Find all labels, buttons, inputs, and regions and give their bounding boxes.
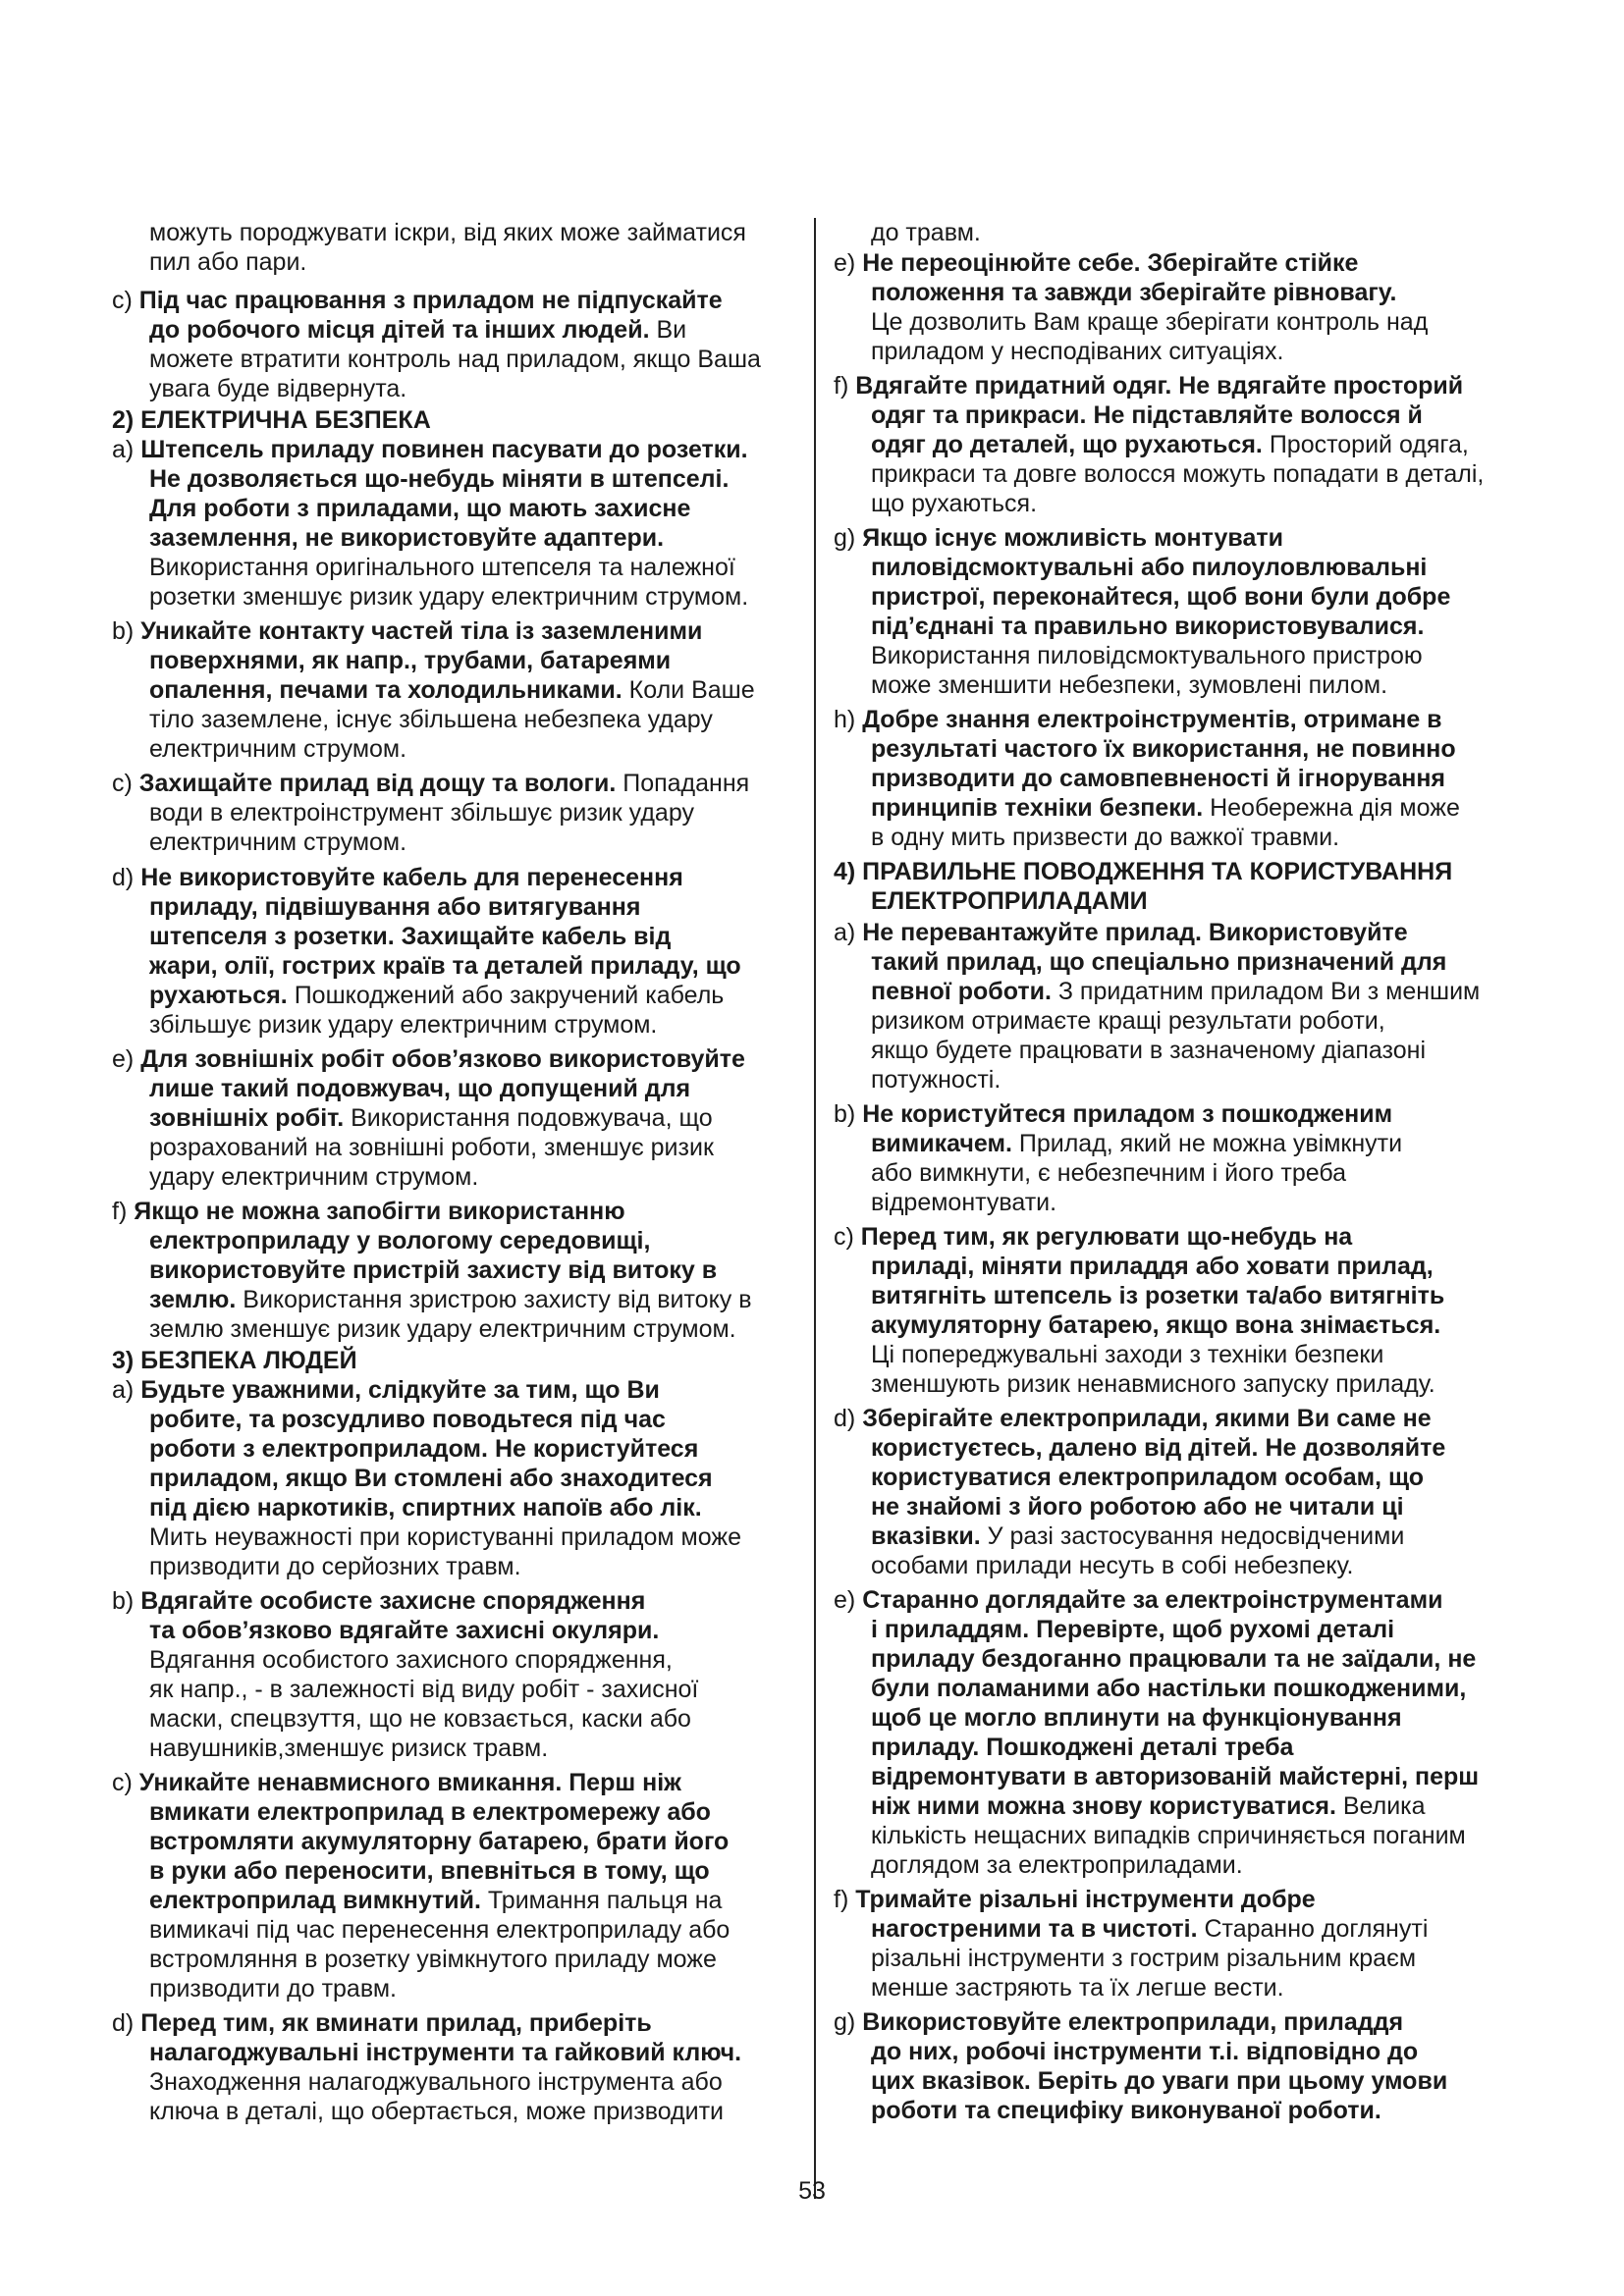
bold-text: Добре знання електроінструментів, отримане в — [862, 706, 1442, 733]
left-text-line — [149, 1797, 711, 1827]
left-text-line — [149, 1974, 397, 2003]
left-text-line — [149, 1133, 714, 1162]
right-text-line — [834, 1099, 1392, 1129]
text: менше застряють та їх легше вести. — [871, 1974, 1284, 2002]
text: до травм. — [871, 219, 981, 246]
bold-text: Якщо існує можливість монтувати — [862, 524, 1283, 552]
bold-text: Перед тим, як вминати прилад, приберіть — [140, 2009, 652, 2037]
text: Використання пиловідсмоктувального пристрою — [871, 642, 1423, 669]
left-text-line — [112, 1044, 745, 1074]
right-text-line — [871, 1158, 1346, 1188]
bold-text: певної роботи. — [871, 978, 1052, 1005]
bold-text: Для роботи з приладами, що мають захисне — [149, 495, 691, 522]
bold-text: 3) БЕЗПЕКА ЛЮДЕЙ — [112, 1347, 357, 1374]
left-text-line — [149, 1552, 521, 1581]
text: води в електроінструмент збільшує ризик удару — [149, 799, 694, 827]
text: увага буде відвернута. — [149, 375, 407, 402]
bold-text: до робочого місця дітей та інших людей. — [149, 316, 650, 344]
text: Попадання — [616, 770, 750, 797]
text: доглядом за електроприладами. — [871, 1851, 1243, 1879]
right-text-line — [871, 1006, 1385, 1036]
bold-text: користуєтесь, далено від дітей. Не дозволяйте — [871, 1434, 1446, 1462]
text: призводити до серйозних травм. — [149, 1553, 521, 1580]
text: Прилад, який не можна увімкнути — [1011, 1130, 1403, 1157]
left-text-line — [149, 374, 406, 403]
text: Ці попереджувальні заходи з техніки безпеки — [871, 1341, 1384, 1368]
bold-text: одяг до деталей, що рухаються. — [871, 431, 1263, 458]
text: g) — [834, 2008, 863, 2036]
left-text-line — [149, 315, 686, 345]
bold-text: пиловідсмоктувальні або пилоуловлювальні — [871, 554, 1428, 581]
text: електричним струмом. — [149, 828, 407, 856]
bold-text: Не використовуйте кабель для перенесення — [140, 864, 683, 891]
left-text-line — [149, 1103, 713, 1133]
bold-text: під дією наркотиків, спиртних напоїв або лік. — [149, 1494, 702, 1522]
text: ключа в деталі, що обертається, може призводити — [149, 2098, 725, 2125]
text: b) — [112, 1587, 141, 1615]
left-text-line — [149, 1255, 717, 1285]
left-text-line — [149, 1915, 730, 1945]
bold-text: такий прилад, що спеціально призначений для — [871, 948, 1447, 976]
text: в одну мить призвести до важкої травми. — [871, 824, 1340, 851]
text: f) — [112, 1198, 135, 1225]
text: удару електричним струмом. — [149, 1163, 479, 1191]
bold-text: електроприлад вимкнутий. — [149, 1887, 481, 1914]
right-text-line — [871, 1433, 1445, 1463]
right-text-line — [871, 1129, 1402, 1158]
text: Необережна дія може — [1203, 794, 1460, 822]
left-text-line — [149, 2097, 724, 2126]
text: Це дозволить Вам краще зберігати контроль над — [871, 308, 1429, 336]
right-text-line — [871, 1492, 1404, 1522]
left-text-line — [149, 1856, 710, 1886]
left-text-line — [149, 1493, 702, 1522]
text: ризиком отримаєте кращі результати роботи, — [871, 1007, 1385, 1035]
text: d) — [112, 864, 141, 891]
right-text-line — [871, 459, 1484, 489]
right-text-line — [871, 793, 1460, 823]
text: зменшують ризик ненавмисного запуску приладу. — [871, 1370, 1435, 1398]
text: приладом у несподіваних ситуаціях. — [871, 338, 1284, 365]
left-text-line — [112, 1586, 645, 1616]
bold-text: пристрої, переконайтеся, щоб вони були добре — [871, 583, 1451, 611]
left-text-line — [112, 769, 749, 798]
left-text-line — [149, 828, 406, 857]
text: c) — [112, 1769, 139, 1796]
text: пил або пари. — [149, 248, 307, 276]
bold-text: приладу бездоганно працювали та не заїдали, не — [871, 1645, 1477, 1673]
right-text-line — [871, 1914, 1428, 1944]
left-text-line — [149, 1010, 657, 1040]
right-text-line — [871, 582, 1450, 612]
bold-text: Вдягайте придатний одяг. Не вдягайте просторий — [855, 372, 1464, 400]
right-text-line — [871, 218, 981, 247]
right-text-line — [871, 1463, 1424, 1492]
right-text-line — [834, 523, 1283, 553]
text: встромляння в розетку увімкнутого приладу може — [149, 1946, 717, 1973]
left-text-line — [149, 675, 755, 705]
bold-text: принципів техніки безпеки. — [871, 794, 1204, 822]
right-text-line — [871, 1252, 1434, 1281]
left-text-line — [149, 218, 746, 247]
bold-text: призводити до самовпевненості й ігнорування — [871, 765, 1446, 792]
bold-text: щоб це могло вплинути на функціонування — [871, 1704, 1402, 1732]
bold-text: вмикати електроприлад в електромережу або — [149, 1798, 711, 1826]
bold-text: Не користуйтеся приладом з пошкодженим — [862, 1100, 1393, 1128]
text: або вимкнути, є небезпечним і його треба — [871, 1159, 1346, 1187]
text: d) — [834, 1405, 863, 1432]
bold-text: Якщо не можна запобігти використанню — [134, 1198, 625, 1225]
bold-text: Зберігайте електроприлади, якими Ви саме не — [862, 1405, 1432, 1432]
left-text-line — [149, 247, 306, 277]
text: вимикачі під час перенесення електроприладу або — [149, 1916, 731, 1944]
left-text-line — [149, 892, 640, 922]
left-text-line — [149, 553, 735, 582]
text: h) — [834, 706, 863, 733]
bold-text: Штепсель приладу повинен пасувати до розетки. — [140, 436, 748, 463]
bold-text: землю. — [149, 1286, 237, 1313]
right-text-line — [871, 1281, 1444, 1310]
bold-text: і приладдям. Перевірте, щоб рухомі деталі — [871, 1616, 1395, 1643]
left-text-line — [149, 1734, 548, 1763]
left-text-line — [149, 1675, 698, 1704]
left-text-line — [149, 1434, 698, 1464]
right-text-line — [871, 823, 1339, 852]
bold-text: Будьте уважними, слідкуйте за тим, що Ви — [140, 1376, 660, 1404]
text: призводити до травм. — [149, 1975, 397, 2002]
left-text-line — [149, 1285, 752, 1314]
bold-text: Використовуйте електроприлади, приладдя — [862, 2008, 1404, 2036]
left-text-line — [149, 1522, 741, 1552]
bold-text: заземлення, не використовуйте адаптери. — [149, 524, 665, 552]
left-text-line — [112, 616, 702, 646]
left-text-line — [112, 1346, 357, 1375]
left-text-line — [149, 1226, 650, 1255]
bold-text: вимикачем. — [871, 1130, 1012, 1157]
right-text-line — [871, 553, 1427, 582]
bold-text: приладу. Пошкоджені деталі треба — [871, 1734, 1294, 1761]
text: якщо будете працювати в зазначеному діапазоні — [871, 1037, 1427, 1064]
right-text-line — [871, 1674, 1466, 1703]
left-text-line — [149, 494, 690, 523]
bold-text: результаті частого їх використання, не повинно — [871, 735, 1456, 763]
bold-text: 4) ПРАВИЛЬНЕ ПОВОДЖЕННЯ ТА КОРИСТУВАННЯ — [834, 858, 1453, 885]
right-text-line — [871, 2037, 1418, 2066]
text: f) — [834, 372, 856, 400]
text: b) — [112, 617, 141, 645]
text: Просторий одяга, — [1262, 431, 1469, 458]
right-text-line — [871, 1522, 1404, 1551]
text: збільшує ризик удару електричним струмом. — [149, 1011, 658, 1039]
left-text-line — [149, 1405, 666, 1434]
column-divider — [814, 218, 816, 2199]
left-text-line — [112, 286, 723, 315]
right-text-line — [871, 1065, 1001, 1095]
left-text-line — [149, 1464, 713, 1493]
bold-text: витягніть штепсель із розетки та/або витягніть — [871, 1282, 1445, 1309]
text: b) — [834, 1100, 863, 1128]
bold-text: були поламаними або настільки пошкодженими, — [871, 1675, 1467, 1702]
bold-text: використовуйте пристрій захисту від витоку в — [149, 1256, 718, 1284]
right-text-line — [871, 1036, 1426, 1065]
left-text-line — [112, 2008, 652, 2038]
text: c) — [112, 770, 139, 797]
text: різальні інструменти з гострим різальним краєм — [871, 1945, 1417, 1972]
left-text-line — [149, 1704, 691, 1734]
text: Використання оригінального штепселя та належної — [149, 554, 735, 581]
text: Знаходження налагоджувального інструмента або — [149, 2068, 723, 2096]
left-text-line — [112, 1375, 660, 1405]
right-text-line — [871, 1944, 1416, 1973]
bold-text: налагоджувальні інструменти та гайковий ключ. — [149, 2039, 742, 2066]
right-text-line — [834, 248, 1358, 278]
text: g) — [834, 524, 863, 552]
left-text-line — [149, 1886, 722, 1915]
bold-text: в руки або переносити, впевніться в тому, що — [149, 1857, 710, 1885]
bold-text: Тримайте різальні інструменти добре — [855, 1886, 1316, 1913]
text: можете втратити контроль над приладом, якщо Ваша — [149, 346, 761, 373]
bold-text: штепселя з розетки. Захищайте кабель від — [149, 923, 672, 950]
bold-text: Перед тим, як регулювати що-небудь на — [860, 1223, 1353, 1251]
text: a) — [834, 919, 863, 946]
left-text-line — [149, 734, 406, 764]
bold-text: цих вказівок. Беріть до уваги при цьому умови — [871, 2067, 1448, 2095]
bold-text: Старанно доглядайте за електроінструментами — [862, 1586, 1443, 1614]
right-text-line — [871, 1821, 1466, 1850]
left-text-line — [149, 523, 664, 553]
left-text-line — [149, 2067, 723, 2097]
left-text-line — [112, 1197, 625, 1226]
text: f) — [834, 1886, 856, 1913]
bold-text: жари, олії, гострих країв та деталей приладу, що — [149, 952, 741, 980]
right-text-line — [834, 1885, 1316, 1914]
text: що рухаються. — [871, 490, 1038, 517]
right-text-line — [871, 1615, 1394, 1644]
right-text-line — [871, 1188, 1056, 1217]
left-text-line — [149, 2038, 741, 2067]
right-text-line — [834, 371, 1463, 400]
bold-text: Вдягайте особисте захисне спорядження — [140, 1587, 646, 1615]
text: прикраси та довге волосся можуть попадати в деталі, — [871, 460, 1485, 488]
left-text-line — [149, 1645, 673, 1675]
text: Мить неуважності при користуванні приладом може — [149, 1523, 741, 1551]
right-text-line — [871, 1369, 1435, 1399]
bold-text: зовнішніх робіт. — [149, 1104, 345, 1132]
text: потужності. — [871, 1066, 1001, 1094]
page-number: 53 — [798, 2177, 826, 2205]
left-text-line — [149, 1827, 729, 1856]
text: c) — [112, 287, 139, 314]
right-text-line — [871, 670, 1387, 700]
right-text-line — [871, 1644, 1476, 1674]
right-text-line — [871, 278, 1396, 307]
left-text-line — [149, 582, 748, 612]
text: тіло заземлене, існує збільшена небезпека удару — [149, 706, 713, 733]
bold-text: Уникайте ненавмисного вмикання. Перш ніж — [138, 1769, 681, 1796]
text: c) — [834, 1223, 861, 1251]
right-text-line — [871, 1340, 1383, 1369]
left-text-line — [149, 646, 671, 675]
text: Пошкоджений або закручений кабель — [287, 982, 725, 1009]
left-text-line — [149, 798, 694, 828]
bold-text: відремонтувати в авторизованій майстерні, перш — [871, 1763, 1480, 1790]
text: У разі застосування недосвідченими — [980, 1522, 1405, 1550]
text: Ви — [649, 316, 687, 344]
right-text-line — [834, 918, 1408, 947]
bold-text: під’єднані та правильно використовувалися. — [871, 613, 1425, 640]
right-text-line — [871, 1551, 1353, 1580]
text: Використання подовжувача, що — [344, 1104, 713, 1132]
left-text-line — [149, 1945, 717, 1974]
bold-text: не знайомі з його роботою або не читали ці — [871, 1493, 1404, 1521]
bold-text: приладі, міняти приладдя або ховати прилад, — [871, 1253, 1434, 1280]
text: Вдягання особистого захисного спорядження, — [149, 1646, 673, 1674]
right-text-line — [834, 1404, 1432, 1433]
right-text-line — [871, 2066, 1447, 2096]
bold-text: роботи та специфіку виконуваної роботи. — [871, 2097, 1381, 2124]
left-text-line — [149, 1314, 736, 1344]
text: можуть породжувати іскри, від яких може займатися — [149, 219, 746, 246]
bold-text: встромляти акумуляторну батарею, брати його — [149, 1828, 730, 1855]
bold-text: Не перевантажуйте прилад. Використовуйте — [862, 919, 1408, 946]
bold-text: робите, та розсудливо поводьтеся під час — [149, 1406, 666, 1433]
bold-text: приладом, якщо Ви стомлені або знаходитеся — [149, 1465, 713, 1492]
bold-text: Для зовнішніх робіт обов’язково використовуйте — [140, 1045, 745, 1073]
text: електричним струмом. — [149, 735, 407, 763]
left-text-line — [149, 1616, 659, 1645]
bold-text: електроприладу у вологому середовищі, — [149, 1227, 651, 1255]
text: як напр., - в залежності від виду робіт - захисної — [149, 1676, 699, 1703]
left-text-line — [149, 345, 761, 374]
text: Використання зристрою захисту від витоку в — [236, 1286, 752, 1313]
bold-text: приладу, підвішування або витягування — [149, 893, 641, 921]
text: маски, спецвзуття, що не ковзається, каски або — [149, 1705, 691, 1733]
right-text-line — [871, 612, 1424, 641]
left-text-line — [149, 981, 724, 1010]
right-text-line — [834, 1585, 1442, 1615]
bold-text: до них, робочі інструменти т.і. відповідно до — [871, 2038, 1419, 2065]
right-text-line — [871, 1973, 1284, 2002]
text: землю зменшує ризик удару електричним струмом. — [149, 1315, 736, 1343]
text: Старанно доглянуті — [1197, 1915, 1429, 1943]
left-text-line — [149, 922, 671, 951]
bold-text: нагостреними та в чистоті. — [871, 1915, 1198, 1943]
bold-text: Під час працювання з приладом не підпускайте — [138, 287, 723, 314]
text: a) — [112, 1376, 141, 1404]
right-text-line — [871, 307, 1428, 337]
bold-text: користуватися електроприладом особам, що — [871, 1464, 1425, 1491]
right-text-line — [871, 886, 1148, 916]
left-text-line — [112, 435, 748, 464]
text: може зменшити небезпеки, зумовлені пилом. — [871, 671, 1388, 699]
text: e) — [112, 1045, 141, 1073]
text: Коли Ваше — [622, 676, 755, 704]
right-text-line — [871, 489, 1037, 518]
left-text-line — [112, 405, 431, 435]
bold-text: лише такий подовжувач, що допущений для — [149, 1075, 691, 1102]
right-text-line — [871, 1791, 1426, 1821]
text: Тримання пальця на — [480, 1887, 723, 1914]
right-text-line — [871, 1733, 1293, 1762]
right-text-line — [871, 1762, 1479, 1791]
text: кількість нещасних випадків спричиняється поганим — [871, 1822, 1466, 1849]
left-text-line — [112, 863, 683, 892]
text: a) — [112, 436, 141, 463]
bold-text: рухаються. — [149, 982, 288, 1009]
right-text-line — [871, 1310, 1440, 1340]
bold-text: положення та завжди зберігайте рівновагу. — [871, 279, 1397, 306]
right-text-line — [834, 705, 1442, 734]
right-text-line — [871, 947, 1446, 977]
right-text-line — [871, 1850, 1243, 1880]
right-text-line — [871, 400, 1423, 430]
text: відремонтувати. — [871, 1189, 1057, 1216]
right-text-line — [871, 734, 1456, 764]
text: розрахований на зовнішні роботи, зменшує ризик — [149, 1134, 714, 1161]
left-text-line — [149, 1074, 690, 1103]
text: Велика — [1335, 1792, 1426, 1820]
right-text-line — [871, 764, 1445, 793]
left-text-line — [149, 464, 729, 494]
left-text-line — [149, 705, 713, 734]
bold-text: акумуляторну батарею, якщо вона знімається. — [871, 1311, 1441, 1339]
right-text-line — [834, 2007, 1403, 2037]
bold-text: 2) ЕЛЕКТРИЧНА БЕЗПЕКА — [112, 406, 431, 434]
left-text-line — [149, 951, 741, 981]
right-text-line — [871, 430, 1469, 459]
bold-text: роботи з електроприладом. Не користуйтеся — [149, 1435, 699, 1463]
bold-text: ніж ними можна знову користуватися. — [871, 1792, 1336, 1820]
text: e) — [834, 249, 863, 277]
right-text-line — [834, 857, 1452, 886]
bold-text: та обов’язково вдягайте захисні окуляри. — [149, 1617, 660, 1644]
bold-text: Не переоцінюйте себе. Зберігайте стійке — [862, 249, 1359, 277]
text: навушників,зменшує ризиск травм. — [149, 1735, 549, 1762]
right-text-line — [871, 977, 1480, 1006]
text: розетки зменшує ризик удару електричним струмом. — [149, 583, 749, 611]
text: d) — [112, 2009, 141, 2037]
text: З придатним приладом Ви з меншим — [1051, 978, 1481, 1005]
text: особами прилади несуть в собі небезпеку. — [871, 1552, 1354, 1579]
right-text-line — [834, 1222, 1352, 1252]
bold-text: поверхнями, як напр., трубами, батареями — [149, 647, 672, 674]
bold-text: ЕЛЕКТРОПРИЛАДАМИ — [871, 887, 1148, 915]
right-text-line — [871, 1703, 1402, 1733]
right-text-line — [871, 641, 1423, 670]
right-text-line — [871, 337, 1284, 366]
bold-text: опалення, печами та холодильниками. — [149, 676, 623, 704]
bold-text: вказівки. — [871, 1522, 981, 1550]
left-text-line — [112, 1768, 681, 1797]
bold-text: Захищайте прилад від дощу та вологи. — [138, 770, 617, 797]
text: e) — [834, 1586, 863, 1614]
left-text-line — [149, 1162, 478, 1192]
bold-text: одяг та прикраси. Не підставляйте волосся й — [871, 401, 1423, 429]
bold-text: Уникайте контакту частей тіла із заземленими — [140, 617, 703, 645]
right-text-line — [871, 2096, 1381, 2125]
bold-text: Не дозволяється що-небудь міняти в штепселі. — [149, 465, 730, 493]
